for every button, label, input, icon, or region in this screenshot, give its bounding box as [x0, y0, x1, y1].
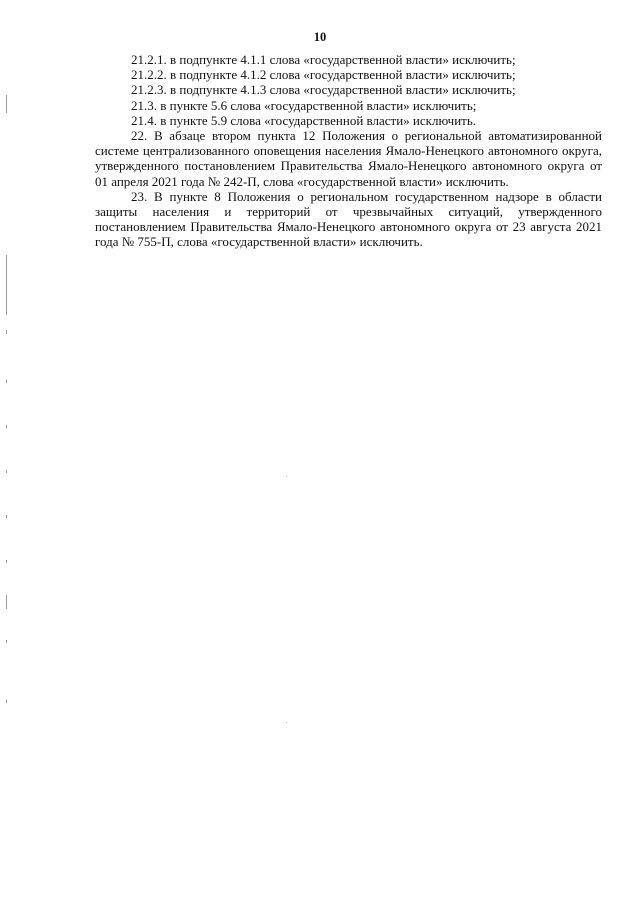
scan-mark [6, 255, 7, 315]
list-item: 21.4. в пункте 5.9 слова «государственной власти» исключить. [131, 112, 477, 128]
scan-mark [6, 560, 7, 563]
scan-mark [6, 515, 7, 518]
list-item: 21.2.1. в подпункте 4.1.1 слова «государственной власти» исключить; [131, 52, 516, 67]
scan-margin-artifacts [6, 0, 10, 905]
scan-mark [6, 640, 7, 643]
paragraph: 22. В абзаце втором пункта 12 Положения о региональной автоматизированной системе централизованного оповещения населения Ямало-Ненецкого автономного округа, утвержденного постановлением Правительства Ямало-Ненецкого автономного округа от 01 апреля 2021 года № 242-П, слова «государственной власти» исключить. [95, 128, 602, 189]
list-item: 21.2.3. в подпункте 4.1.3 слова «государственной власти» исключить; [131, 82, 516, 98]
document-body [95, 52, 602, 250]
scan-mark [6, 330, 7, 334]
scan-mark [6, 425, 7, 428]
scan-mark [6, 95, 7, 113]
page-number: 10 [313, 30, 327, 44]
scan-mark [6, 595, 7, 609]
scan-mark [6, 700, 7, 703]
scan-mark [6, 380, 7, 383]
scan-mark [6, 470, 7, 473]
scan-speck [286, 722, 287, 723]
paragraph: 23. В пункте 8 Положения о региональном государственном надзоре в области защиты населения и территорий от чрезвычайных ситуаций, утвержденного постановлением Правительства Ямало-Ненецкого автономного округа от 23 августа 2021 года № 755-П, слова «государственной власти» исключить. [95, 188, 602, 250]
list-item: 21.3. в пункте 5.6 слова «государственной власти» исключить; [131, 97, 477, 113]
scan-speck [286, 476, 287, 477]
list-item: 21.2.2. в подпункте 4.1.2 слова «государственной власти» исключить; [131, 67, 516, 83]
